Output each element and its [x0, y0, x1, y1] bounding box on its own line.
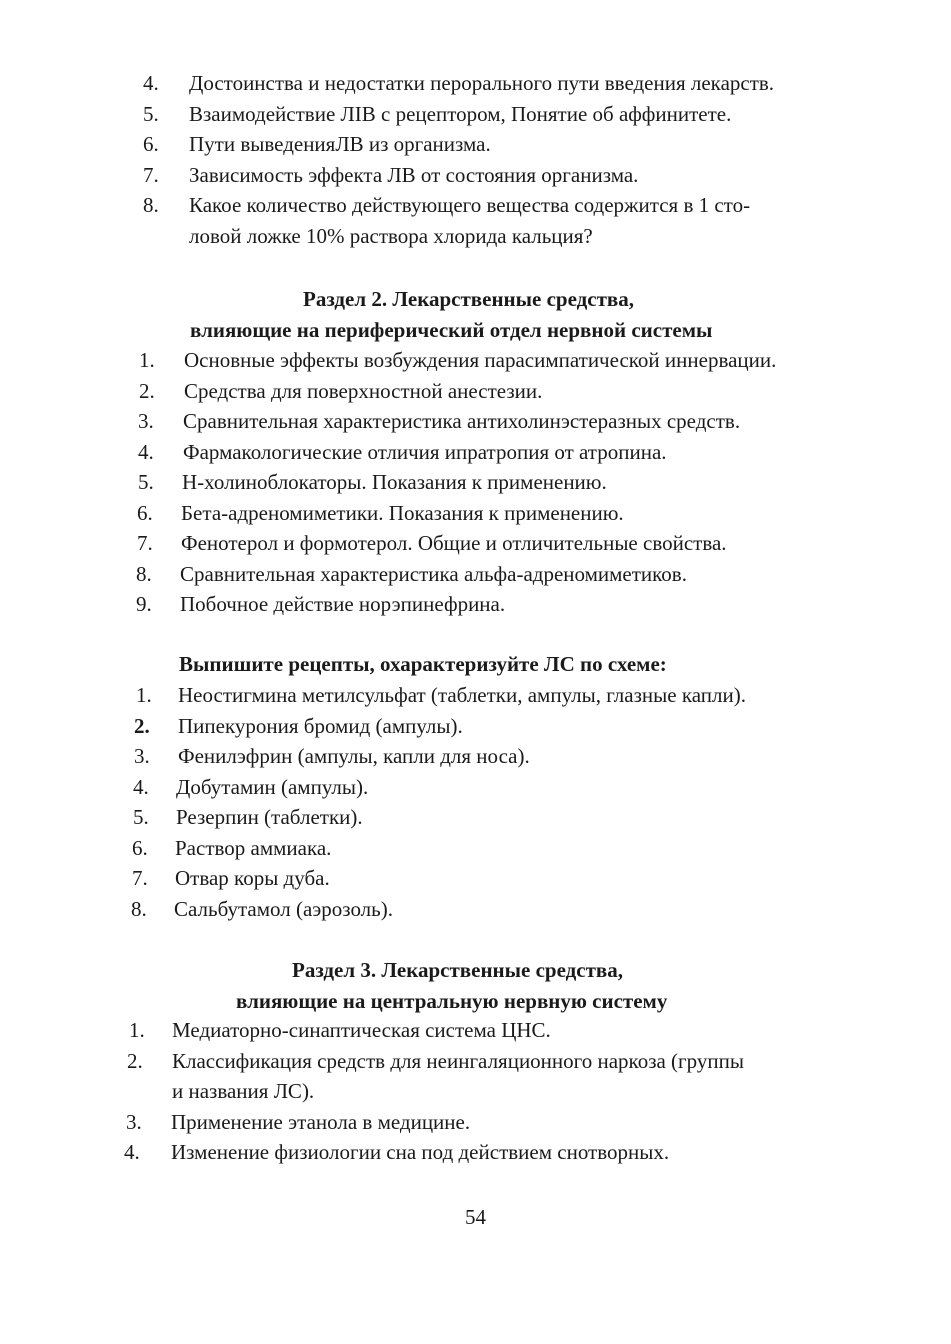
item-text: Пипекурония бромид (ампулы).	[178, 713, 463, 738]
list-item	[0, 894, 951, 925]
item-text: Изменение физиологии сна под действием снотворных.	[171, 1140, 670, 1164]
item-number: 2.	[134, 713, 150, 738]
list-item	[0, 1107, 951, 1138]
item-number: 6.	[132, 835, 148, 860]
list-item	[0, 99, 951, 130]
item-text: Пути выведенияЛВ из организма.	[189, 132, 491, 156]
item-number: 2.	[127, 1048, 143, 1073]
item-text: Достоинства и недостатки перорального пути введения лекарств.	[189, 71, 775, 95]
item-text: Основные эффекты возбуждения парасимпатической иннервации.	[184, 348, 777, 372]
item-number: 7.	[132, 866, 148, 890]
item-number: 4.	[133, 774, 149, 799]
item-text: Сальбутамол (аэрозоль).	[174, 896, 393, 921]
section3-heading-line2: влияющие на центральную нервную систему	[236, 988, 668, 1013]
list-item	[0, 1046, 951, 1107]
item-text-line2: и названия ЛС).	[172, 1079, 315, 1103]
item-number: 9.	[136, 592, 152, 616]
item-number: 8.	[136, 561, 152, 586]
recipes-heading-text: Выпишите рецепты, охарактеризуйте ЛС по схеме:	[179, 652, 667, 676]
list-item	[0, 68, 951, 99]
list-item	[0, 559, 951, 590]
item-text: Неостигмина метилсульфат (таблетки, ампулы, глазные капли).	[178, 683, 746, 707]
item-text: Бета-адреномиметики. Показания к применению.	[181, 500, 624, 525]
list-item	[0, 406, 951, 437]
item-number: 8.	[131, 896, 147, 921]
list-section2	[0, 345, 951, 620]
item-number: 6.	[137, 500, 153, 525]
item-text: Раствор аммиака.	[175, 835, 332, 860]
item-number: 4.	[138, 439, 154, 464]
item-text: Н-холиноблокаторы. Показания к применению.	[182, 470, 607, 494]
list-recipes	[0, 680, 951, 924]
list-item	[0, 498, 951, 529]
list-item	[0, 345, 951, 376]
item-number: 7.	[137, 531, 153, 555]
item-text: Фенотерол и формотерол. Общие и отличительные свойства.	[181, 531, 727, 555]
item-text: Средства для поверхностной анестезии.	[184, 378, 543, 403]
list-item	[0, 528, 951, 559]
list-item	[0, 772, 951, 803]
section2-heading-line1: Раздел 2. Лекарственные средства,	[303, 287, 635, 311]
item-number: 5.	[138, 470, 154, 494]
item-text-line1: Классификация средств для неингаляционного наркоза (группы	[172, 1048, 744, 1073]
list-item	[0, 160, 951, 191]
item-number: 7.	[143, 162, 159, 187]
item-text: Фенилэфрин (ампулы, капли для носа).	[178, 744, 530, 768]
item-text: Добутамин (ампулы).	[176, 774, 369, 799]
list-item	[0, 437, 951, 468]
list-item	[0, 190, 951, 251]
list-item	[0, 467, 951, 498]
page-number: 54	[465, 1205, 486, 1229]
item-text: Медиаторно-синаптическая система ЦНС.	[172, 1018, 551, 1042]
item-number: 4.	[143, 71, 159, 95]
list-item	[0, 802, 951, 833]
item-number: 3.	[126, 1109, 142, 1134]
item-text: Фармакологические отличия ипратропия от атропина.	[183, 439, 667, 464]
list-item	[0, 680, 951, 711]
list-item	[0, 1015, 951, 1046]
item-text: Отвар коры дуба.	[175, 866, 330, 890]
list-item	[0, 376, 951, 407]
item-text: Взаимодействие ЛІВ с рецептором, Понятие об аффинитете.	[189, 101, 732, 126]
item-number: 1.	[129, 1018, 145, 1042]
list-section1-continued	[0, 68, 951, 251]
item-number: 6.	[143, 132, 159, 156]
item-number: 3.	[134, 744, 150, 768]
item-number: 5.	[133, 805, 149, 829]
item-number: 1.	[139, 348, 155, 372]
item-number: 4.	[124, 1140, 140, 1164]
item-number: 3.	[138, 409, 154, 433]
section3-heading-line1: Раздел 3. Лекарственные средства,	[292, 958, 624, 982]
list-item	[0, 741, 951, 772]
item-text-line1: Какое количество действующего вещества содержится в 1 сто-	[189, 193, 751, 217]
item-text: Побочное действие норэпинефрина.	[180, 592, 506, 616]
item-text: Резерпин (таблетки).	[176, 805, 363, 829]
list-item	[0, 129, 951, 160]
list-item	[0, 863, 951, 894]
item-text: Сравнительная характеристика альфа-адреномиметиков.	[180, 561, 687, 586]
list-item	[0, 589, 951, 620]
list-item	[0, 711, 951, 742]
item-number: 5.	[143, 101, 159, 126]
item-text: Зависимость эффекта ЛВ от состояния организма.	[189, 162, 639, 187]
list-section3	[0, 1015, 951, 1168]
item-text: Сравнительная характеристика антихолинэстеразных средств.	[183, 409, 741, 433]
list-item	[0, 833, 951, 864]
item-number: 1.	[136, 683, 152, 707]
item-text-line2: ловой ложке 10% раствора хлорида кальция?	[189, 223, 593, 248]
item-text: Применение этанола в медицине.	[171, 1109, 471, 1134]
item-number: 8.	[143, 193, 159, 217]
list-item	[0, 1137, 951, 1168]
item-number: 2.	[139, 378, 155, 403]
section2-heading-line2: влияющие на периферический отдел нервной системы	[190, 317, 713, 342]
